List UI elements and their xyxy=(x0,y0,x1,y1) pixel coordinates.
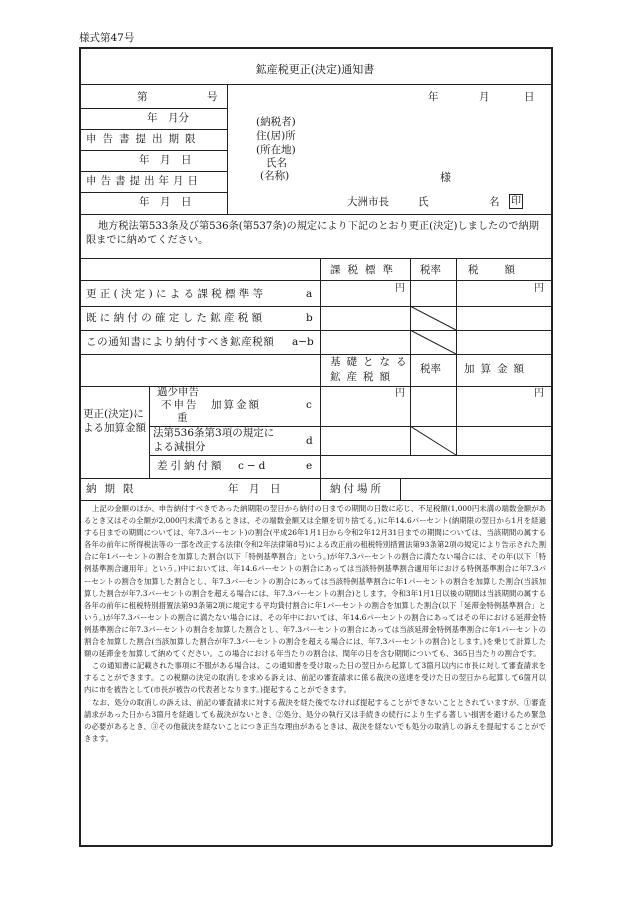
footnote-lawsuit: なお、処分の取消しの訴えは、前記の審査請求に対する裁決を経た後でなければ提起することができないこととされていますが、①審査請求があった日から3箇月を経過しても裁決がないとき、②処分、処分の執行又は手続きの続行により生ずる著しい損害を避けるため緊急の必要があるとき、③その他裁決を経ないことにつき正当な理由があるときは、裁決を経ないでも処分の取消しの訴えを提起することができます。 xyxy=(84,697,546,743)
row-e-label: 差引納付額 c−d xyxy=(157,460,269,472)
header-basis-line2: 鉱産税額 xyxy=(330,371,396,383)
header-rate-2: 税率 xyxy=(420,363,441,375)
filing-deadline-label: 申告書提出期限 xyxy=(86,133,202,145)
unit-yen: 円 xyxy=(395,388,405,399)
row-a-mark: a xyxy=(306,288,313,300)
row-a-label: 更正(決定)による課税標準等 xyxy=(86,288,267,300)
seal-mark: 印 xyxy=(511,196,521,207)
group-label: 更正(決定)による加算金額 xyxy=(83,408,146,434)
row-c-line1: 過少申告 xyxy=(157,386,199,398)
footnotes xyxy=(84,503,546,745)
row-c-line2: 不申告 加算金額 xyxy=(161,399,261,411)
mayor-title: 大洲市長 xyxy=(347,196,389,208)
row-b-mark: b xyxy=(306,312,313,324)
address-label: 住(居)所 xyxy=(256,130,296,142)
filing-date-value: 年 月 日 xyxy=(139,196,192,208)
location-label: (所在地) xyxy=(256,144,296,156)
year-month-portion: 年 月分 xyxy=(147,112,189,124)
form-number: 様式第47号 xyxy=(79,32,135,44)
mayor-surname-label: 氏 xyxy=(418,196,429,208)
statement-text: 地方税法第533条及び第536条(第537条)の規定により下記のとおり更正(決定)しましたので納期限までに納めてください。 xyxy=(86,221,539,246)
header-tax-rate: 税率 xyxy=(420,264,441,276)
row-b-label: 既に納付の確定した鉱産税額 xyxy=(86,312,266,324)
row-ab-mark: a−b xyxy=(292,336,314,348)
filing-date-label: 申告書提出年月日 xyxy=(86,175,202,187)
unit-yen: 円 xyxy=(395,283,405,294)
header-basis-line1: 基礎となる xyxy=(330,356,413,368)
due-date-label: 納期限 xyxy=(86,483,142,495)
header-tax-amount: 税額 xyxy=(468,264,541,276)
due-date-value: 年 月 日 xyxy=(228,483,281,495)
unit-yen: 円 xyxy=(534,283,544,294)
company-name-label: (名称) xyxy=(260,170,290,182)
row-c-line3: 重 xyxy=(177,412,188,424)
form-title: 鉱産税更正(決定)通知書 xyxy=(255,63,375,76)
row-c-mark: c xyxy=(306,399,312,411)
row-d-mark: d xyxy=(306,435,313,447)
footnote-late-fee: 上記の金額のほか、申告納付すべきであった納期限の翌日から納付の日までの期間の日数に応じ、不足税額(1,000円未満の端数金額があるとき又はその全額が2,000円未満であるときは、その端数金額又は全額を切り捨てる。)に年14.6パーセント(納期限の翌日から1月を経過する日までの期間については、年7.3パーセント)の割合(平成26年1月1日から令和2年12月31日までの期間については、当該期間の属する各年の前年に所得税法等の一部を改正する法律(令和2年法律第8号)による改正前の租税特別措置法第93条第2項の規定により告示された割合に年1パーセントの割合を加算した割合(以下「特例基準割合」という。)が年7.3パーセントの割合に満たない場合には、その年(以下「特例基準割合適用年」という。)中においては、年14.6パーセントの割合にあっては当該特例基準割合適用年における特例基準割合に年7.3パーセントの割合を加算した割合とし、年7.3パーセントの割合にあっては当該特例基準割合に年1パーセントの割合を加算した割合(当該加算した割合が年7.3パーセントの割合を超える場合には、年7.3パーセントの割合)とします。令和3年1月1日以後の期間は当該期間の属する各年の前年に租税特別措置法第93条第2項に規定する平均貸付割合に年1パーセントの割合を加算した割合(以下「延滞金特例基準割合」という。)が年7.3パーセントの割合に満たない場合には、その年中においては、年14.6パーセントの割合にあってはその年における延滞金特例基準割合に年7.3パーセントの割合を加算した割合とし、年7.3パーセントの割合にあっては当該延滞金特例基準割合に年1パーセントの割合を加算した割合(当該加算した割合が年7.3パーセントの割合を超える場合には、年7.3パーセントの割合)とします。)を乗じて計算した額の延滞金を加算して納めてください。この場合における年当たりの割合は、閏年の日を含む期間についても、365日当たりの割合です。 xyxy=(84,504,546,659)
row-d-line2: よる減損分 xyxy=(153,441,206,453)
rate-cell-strike xyxy=(410,306,457,354)
unit-yen: 円 xyxy=(534,388,544,399)
header-additional-amount: 加算金額 xyxy=(464,363,530,375)
rate-cell-strike xyxy=(410,426,457,478)
taxpayer-label: (納税者) xyxy=(256,116,296,128)
number-label: 第 xyxy=(137,91,148,103)
row-d-line1: 法第536条第3項の規定に xyxy=(153,427,275,439)
footnote-appeal: この通知書に記載された事項に不服がある場合は、この通知書を受け取った日の翌日から起算して3箇月以内に市長に対して審査請求をすることができます。この税額の決定の取消しを求める訴えは、前記の審査請求に係る裁決の送達を受けた日の翌日から起算して6箇月以内に市を被告として(市長が被告の代表者となります。)提起することができます。 xyxy=(84,661,546,695)
mayor-name-label: 名 xyxy=(489,196,500,208)
filing-deadline-date: 年 月 日 xyxy=(139,154,192,166)
row-e-mark: e xyxy=(306,460,313,472)
header-tax-base: 課税標準 xyxy=(330,264,400,276)
date-month: 月 xyxy=(479,91,490,103)
honorific: 様 xyxy=(440,171,451,184)
date-day: 日 xyxy=(524,91,535,103)
date-year: 年 xyxy=(428,91,439,103)
number-suffix: 号 xyxy=(207,91,218,103)
row-ab-label: この通知書により納付すべき鉱産税額 xyxy=(86,336,275,348)
name-label: 氏名 xyxy=(266,157,287,169)
payment-place-label: 納付場所 xyxy=(330,483,384,495)
